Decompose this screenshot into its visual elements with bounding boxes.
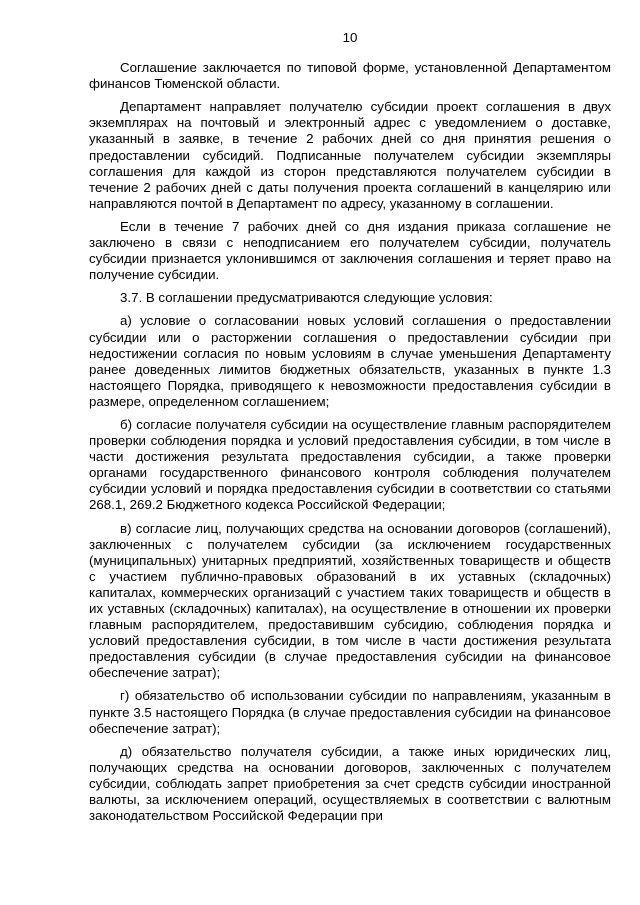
paragraph-condition-v: в) согласие лиц, получающих средства на основании договоров (соглашений), заключенных с получателем субсидии (за исключением государственных (муниципальных) унитарных предприятий, хозяйственных товариществ и обществ с участием публично-правовых образований в их уставных (складочных) капиталах, коммерческих организаций с участием таких товариществ и обществ в их уставных (складочных) капиталах), на осуществление в отношении их проверки главным распорядителем, предоставившим субсидию, соблюдения порядка и условий предоставления субсидии, в том числе в части достижения результата предоставления субсидии (в случае предоставления субсидии на финансовое обеспечение затрат); — [89, 520, 611, 681]
paragraph-agreement-form: Соглашение заключается по типовой форме, установленной Департаментом финансов Тюменской области. — [89, 60, 611, 92]
paragraph-condition-d: д) обязательство получателя субсидии, а также иных юридических лиц, получающих средства на основании договоров, заключенных с получателем субсидии, соблюдать запрет приобретения за счет средств субсидии иностранной валюты, за исключением операций, осуществляемых в соответствии с валютным законодательством Российской Федерации при — [89, 743, 611, 824]
document-page — [89, 30, 611, 831]
paragraph-condition-a: а) условие о согласовании новых условий соглашения о предоставлении субсидии или о расторжении соглашения о предоставлении субсидии при недостижении согласия по новым условиям в случае уменьшения Департаменту ранее доведенных лимитов бюджетных обязательств, указанных в пункте 1.3 настоящего Порядка, приводящего к невозможности предоставления субсидии в размере, определенном соглашением; — [89, 313, 611, 409]
paragraph-condition-g: г) обязательство об использовании субсидии по направлениям, указанным в пункте 3.5 настоящего Порядка (в случае предоставления субсидии на финансовое обеспечение затрат); — [89, 688, 611, 736]
paragraph-evasion: Если в течение 7 рабочих дней со дня издания приказа соглашение не заключено в связи с неподписанием его получателем субсидии, получатель субсидии признается уклонившимся от заключения соглашения и теряет право на получение субсидии. — [89, 218, 611, 283]
page-number: 10 — [342, 30, 358, 45]
paragraph-condition-b: б) согласие получателя субсидии на осуществление главным распорядителем проверки соблюдения порядка и условий предоставления субсидии, в том числе в части достижения результата предоставления субсидии, а также проверки органами государственного финансового контроля соблюдения получателем субсидии условий и порядка предоставления субсидии в соответствии со статьями 268.1, 269.2 Бюджетного кодекса Российской Федерации; — [89, 416, 611, 513]
paragraph-agreement-sending: Департамент направляет получателю субсидии проект соглашения в двух экземплярах на почтовый и электронный адрес с уведомлением о доставке, указанный в заявке, в течение 2 рабочих дней со дня принятия решения о предоставлении субсидий. Подписанные получателем субсидии экземпляры соглашения для каждой из сторон представляются получателем субсидии в течение 2 рабочих дней с даты получения проекта соглашений в канцелярию или направляются почтой в Департамент по адресу, указанному в соглашении. — [89, 99, 611, 211]
paragraph-section-3-7: 3.7. В соглашении предусматриваются следующие условия: — [120, 290, 493, 306]
